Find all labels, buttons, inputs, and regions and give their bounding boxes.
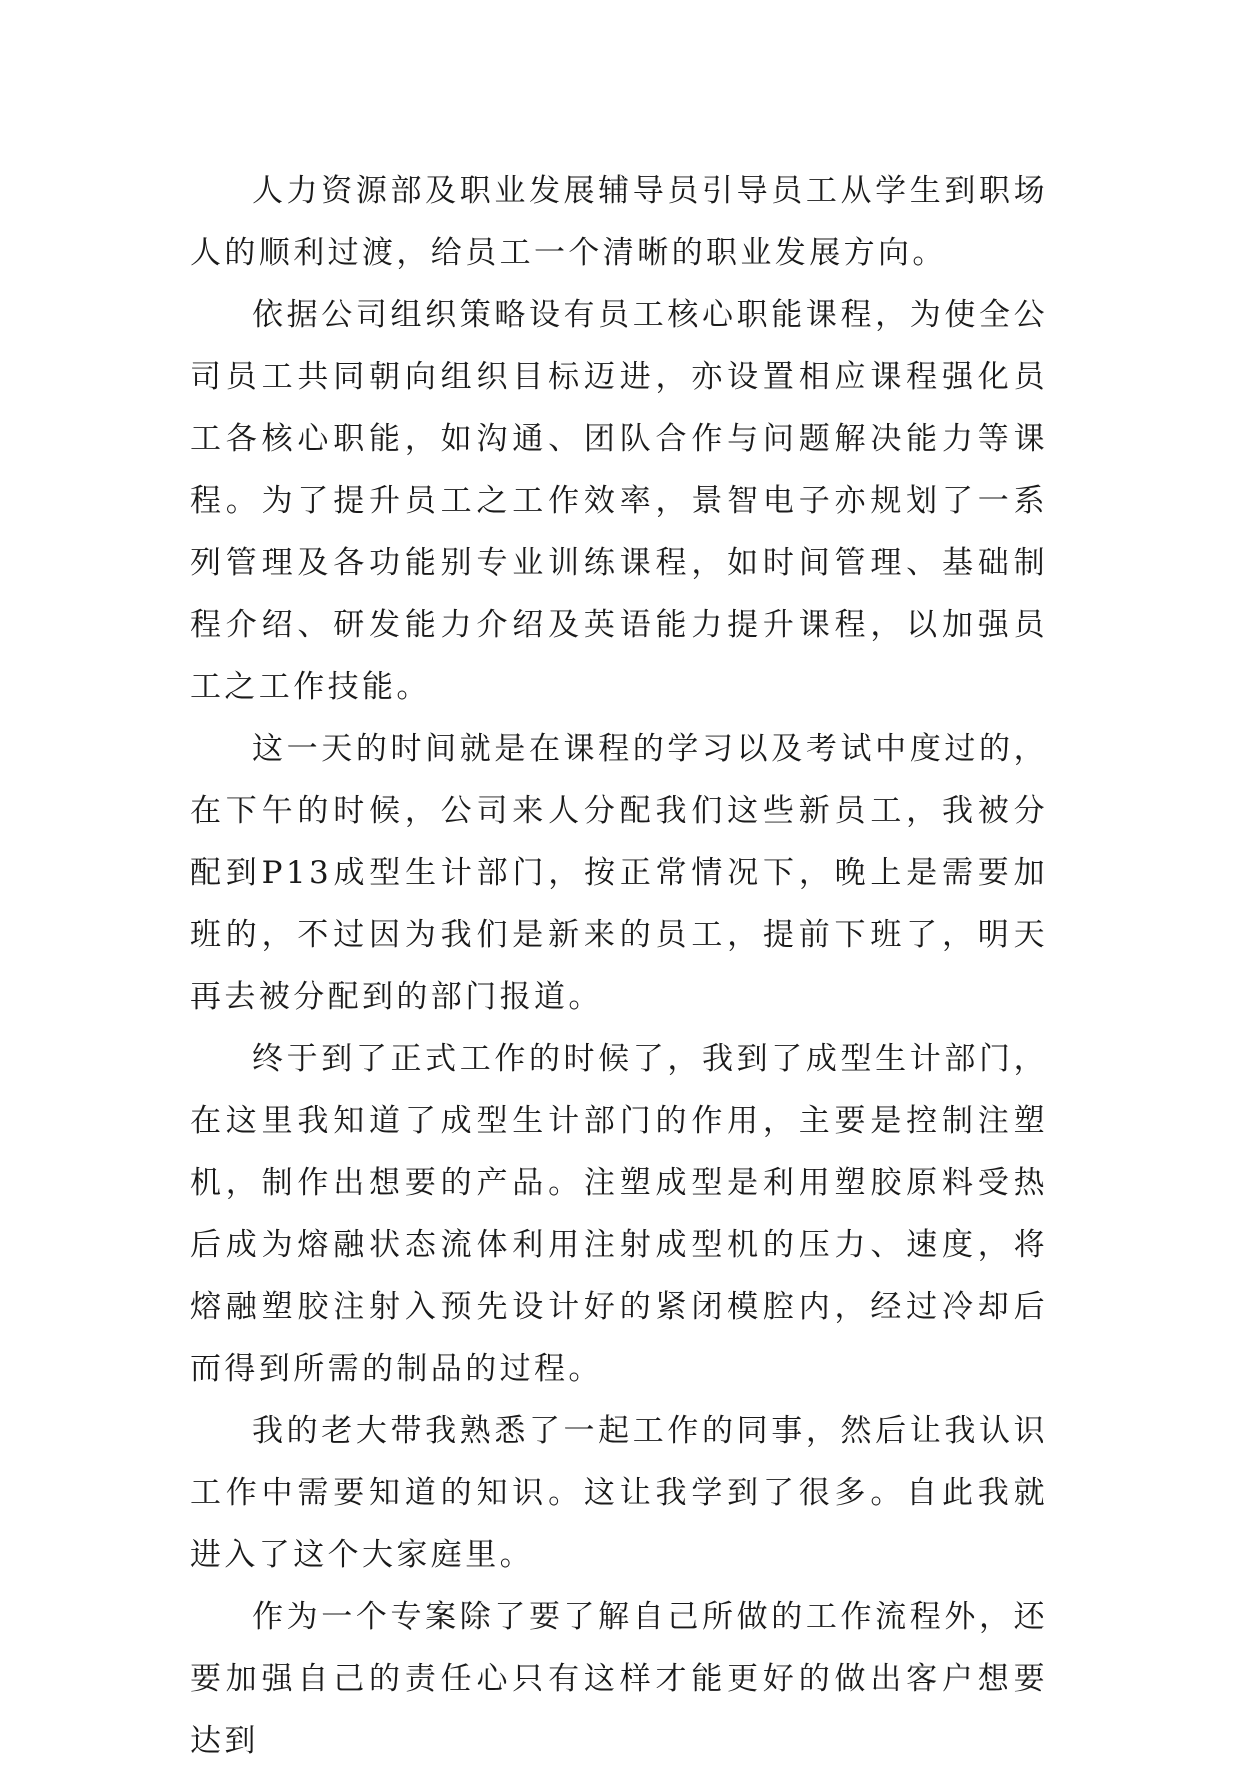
paragraph-colleagues: 我的老大带我熟悉了一起工作的同事，然后让我认识工作中需要知道的知识。这让我学到了很多。自此我就进入了这个大家庭里。 [190,1413,1048,1573]
paragraph-career-guidance: 人力资源部及职业发展辅导员引导员工从学生到职场人的顺利过渡，给员工一个清晰的职业发展方向。 [190,173,1048,271]
paragraph-first-day: 这一天的时间就是在课程的学习以及考试中度过的，在下午的时候，公司来人分配我们这些新员工，我被分配到P13成型生计部门，按正常情况下，晚上是需要加班的，不过因为我们是新来的员工，提前下班了，明天再去被分配到的部门报道。 [190,731,1048,1015]
paragraph-responsibility: 作为一个专案除了要了解自己所做的工作流程外，还要加强自己的责任心只有这样才能更好的做出客户想要达到 [190,1599,1048,1759]
document-body [190,160,1048,1772]
paragraph-molding-department: 终于到了正式工作的时候了，我到了成型生计部门，在这里我知道了成型生计部门的作用，主要是控制注塑机，制作出想要的产品。注塑成型是利用塑胶原料受热后成为熔融状态流体利用注射成型机的压力、速度，将熔融塑胶注射入预先设计好的紧闭模腔内，经过冷却后而得到所需的制品的过程。 [190,1041,1048,1387]
paragraph-training-courses: 依据公司组织策略设有员工核心职能课程，为使全公司员工共同朝向组织目标迈进，亦设置相应课程强化员工各核心职能，如沟通、团队合作与问题解决能力等课程。为了提升员工之工作效率，景智电子亦规划了一系列管理及各功能别专业训练课程，如时间管理、基础制程介绍、研发能力介绍及英语能力提升课程，以加强员工之工作技能。 [190,297,1048,705]
